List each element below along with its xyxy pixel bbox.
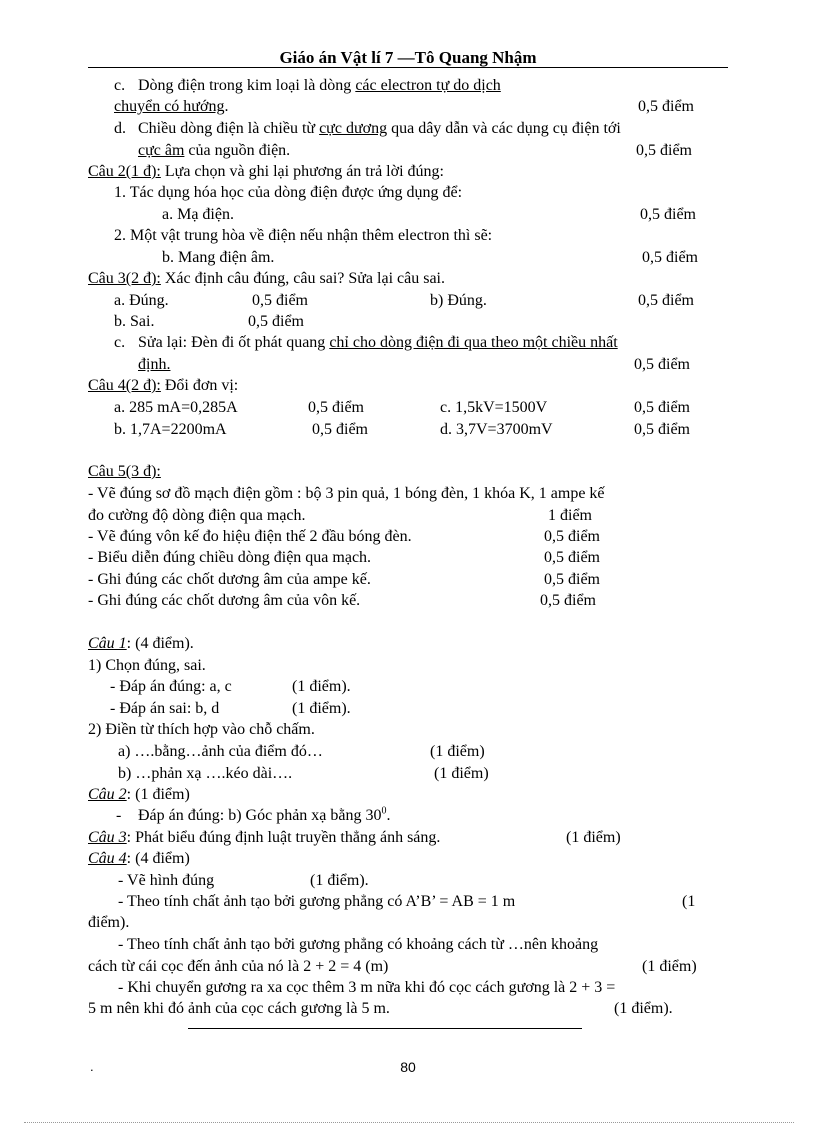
cau5-l4-score: 0,5 điểm bbox=[544, 549, 600, 566]
p2-c3-line: Câu 3: Phát biểu đúng định luật truyền thẳng ánh sáng. bbox=[88, 829, 441, 846]
cau3-a-score: 0,5 điểm bbox=[252, 292, 308, 309]
cau3-heading: Câu 3(2 đ): Xác định câu đúng, câu sai? Sửa lại câu sai. bbox=[88, 270, 445, 287]
p2-c1-heading: Câu 1: (4 điểm). bbox=[88, 635, 194, 652]
cau4-r1-c: c. 1,5kV=1500V bbox=[440, 399, 548, 416]
cau5-l5: - Ghi đúng các chốt dương âm của ampe kế. bbox=[88, 571, 371, 588]
cau2-a1-score: 0,5 điểm bbox=[640, 206, 696, 223]
p2-c1-1b: - Đáp án sai: b, d bbox=[110, 700, 220, 717]
p2-c4-3a: - Theo tính chất ảnh tạo bởi gương phẳng có khoảng cách từ …nên khoảng bbox=[118, 936, 599, 953]
cau2-q2: 2. Một vật trung hòa về điện nếu nhận thêm electron thì sẽ: bbox=[114, 227, 493, 244]
p2-c4-heading: Câu 4: (4 điểm) bbox=[88, 850, 190, 867]
p2-c4-4b: 5 m nên khi đó ảnh của cọc cách gương là 5 m. bbox=[88, 1000, 390, 1017]
answer-d-score: 0,5 điểm bbox=[636, 142, 692, 159]
cau3-b: b) Đúng. bbox=[430, 292, 487, 309]
answer-c-line1: Dòng điện trong kim loại là dòng các electron tự do dịch bbox=[138, 77, 501, 94]
cau3-c-line2: định. bbox=[138, 356, 171, 373]
cau4-r2-d: d. 3,7V=3700mV bbox=[440, 421, 553, 438]
p2-c1-1: 1) Chọn đúng, sai. bbox=[88, 657, 206, 674]
cau4-r2-b: b. 1,7A=2200mA bbox=[114, 421, 227, 438]
footer-dot: . bbox=[90, 1059, 94, 1074]
cau5-heading: Câu 5(3 đ): bbox=[88, 463, 161, 480]
p2-c2-dash: - bbox=[116, 807, 122, 824]
cau4-heading: Câu 4(2 đ): Đổi đơn vị: bbox=[88, 377, 239, 394]
p2-c4-1: - Vẽ hình đúng bbox=[118, 872, 215, 889]
answer-c-score: 0,5 điểm bbox=[638, 98, 694, 115]
cau5-l1: - Vẽ đúng sơ đồ mạch điện gồm : bộ 3 pin quả, 1 bóng đèn, 1 khóa K, 1 ampe kế bbox=[88, 485, 605, 502]
page-title: Giáo án Vật lí 7 —Tô Quang Nhậm bbox=[279, 48, 537, 67]
cau4-r1-a-score: 0,5 điểm bbox=[308, 399, 364, 416]
cau3-c-label: c. bbox=[114, 334, 126, 351]
p2-c1-1a-score: (1 điểm). bbox=[292, 678, 351, 695]
cau5-l5-score: 0,5 điểm bbox=[544, 571, 600, 588]
p2-c4-4-score: (1 điểm). bbox=[614, 1000, 673, 1017]
p2-c1-2b-score: (1 điểm) bbox=[434, 765, 489, 782]
cau2-q1: 1. Tác dụng hóa học của dòng điện được ứng dụng để: bbox=[114, 184, 463, 201]
p2-c1-1b-score: (1 điểm). bbox=[292, 700, 351, 717]
p2-c4-2-score: (1 bbox=[682, 893, 696, 910]
cau5-l3-score: 0,5 điểm bbox=[544, 528, 600, 545]
p2-c4-3b: cách từ cái cọc đến ảnh của nó là 2 + 2 = 4 (m) bbox=[88, 958, 389, 975]
end-rule bbox=[188, 1028, 582, 1029]
p2-c4-3-score: (1 điểm) bbox=[642, 958, 697, 975]
p2-c1-2b: b) …phản xạ ….kéo dài…. bbox=[118, 765, 293, 782]
cau3-c-line1: Sửa lại: Đèn đi ốt phát quang chỉ cho dòng điện đi qua theo một chiều nhất bbox=[138, 334, 618, 351]
answer-d-label: d. bbox=[114, 120, 126, 137]
cau2-a2: b. Mang điện âm. bbox=[162, 249, 275, 266]
cau5-l6-score: 0,5 điểm bbox=[540, 592, 596, 609]
cau3-bsai: b. Sai. bbox=[114, 313, 155, 330]
cau4-r2-b-score: 0,5 điểm bbox=[312, 421, 368, 438]
p2-c1-2a: a) ….bằng…ảnh của điểm đó… bbox=[118, 743, 323, 760]
p2-c2-heading: Câu 2: (1 điểm) bbox=[88, 786, 190, 803]
cau2-heading: Câu 2(1 đ): Lựa chọn và ghi lại phương án trả lời đúng: bbox=[88, 163, 444, 180]
cau5-l4: - Biểu diễn đúng chiều dòng điện qua mạch. bbox=[88, 549, 372, 566]
cau3-a: a. Đúng. bbox=[114, 292, 169, 309]
cau5-l2-score: 1 điểm bbox=[548, 507, 592, 524]
cau4-r1-a: a. 285 mA=0,285A bbox=[114, 399, 238, 416]
p2-c2-text: Đáp án đúng: b) Góc phản xạ bằng $30^0$. bbox=[138, 805, 391, 824]
cau3-bsai-score: 0,5 điểm bbox=[248, 313, 304, 330]
cau4-r2-d-score: 0,5 điểm bbox=[634, 421, 690, 438]
p2-c1-2: 2) Điền từ thích hợp vào chỗ chấm. bbox=[88, 721, 315, 738]
page-number: 80 bbox=[400, 1059, 416, 1075]
cau5-l3: - Vẽ đúng vôn kế đo hiệu điện thế 2 đầu bóng đèn. bbox=[88, 528, 412, 545]
answer-d-line2: cực âm của nguồn điện. bbox=[138, 142, 291, 159]
cau2-a2-score: 0,5 điểm bbox=[642, 249, 698, 266]
p2-c4-4a: - Khi chuyển gương ra xa cọc thêm 3 m nữa khi đó cọc cách gương là 2 + 3 = bbox=[118, 979, 616, 996]
p2-c3-score: (1 điểm) bbox=[566, 829, 621, 846]
answer-d-line1: Chiều dòng điện là chiều từ cực dương qua dây dẫn và các dụng cụ điện tới bbox=[138, 120, 621, 137]
p2-c4-1-score: (1 điểm). bbox=[310, 872, 369, 889]
answer-c-label: c. bbox=[114, 77, 126, 94]
header-rule bbox=[88, 67, 728, 68]
p2-c4-2-end: điểm). bbox=[88, 914, 130, 931]
p2-c1-2a-score: (1 điểm) bbox=[430, 743, 485, 760]
cau3-c-score: 0,5 điểm bbox=[634, 356, 690, 373]
p2-c4-2: - Theo tính chất ảnh tạo bởi gương phẳng có A’B’ = AB = 1 m bbox=[118, 893, 516, 910]
cau2-a1: a. Mạ điện. bbox=[162, 206, 234, 223]
cau5-l2: đo cường độ dòng điện qua mạch. bbox=[88, 507, 306, 524]
cau5-l6: - Ghi đúng các chốt dương âm của vôn kế. bbox=[88, 592, 361, 609]
cau4-r1-c-score: 0,5 điểm bbox=[634, 399, 690, 416]
cau3-b-score: 0,5 điểm bbox=[638, 292, 694, 309]
answer-c-line2: chuyển có hướng. bbox=[114, 98, 229, 115]
p2-c1-1a: - Đáp án đúng: a, c bbox=[110, 678, 232, 695]
